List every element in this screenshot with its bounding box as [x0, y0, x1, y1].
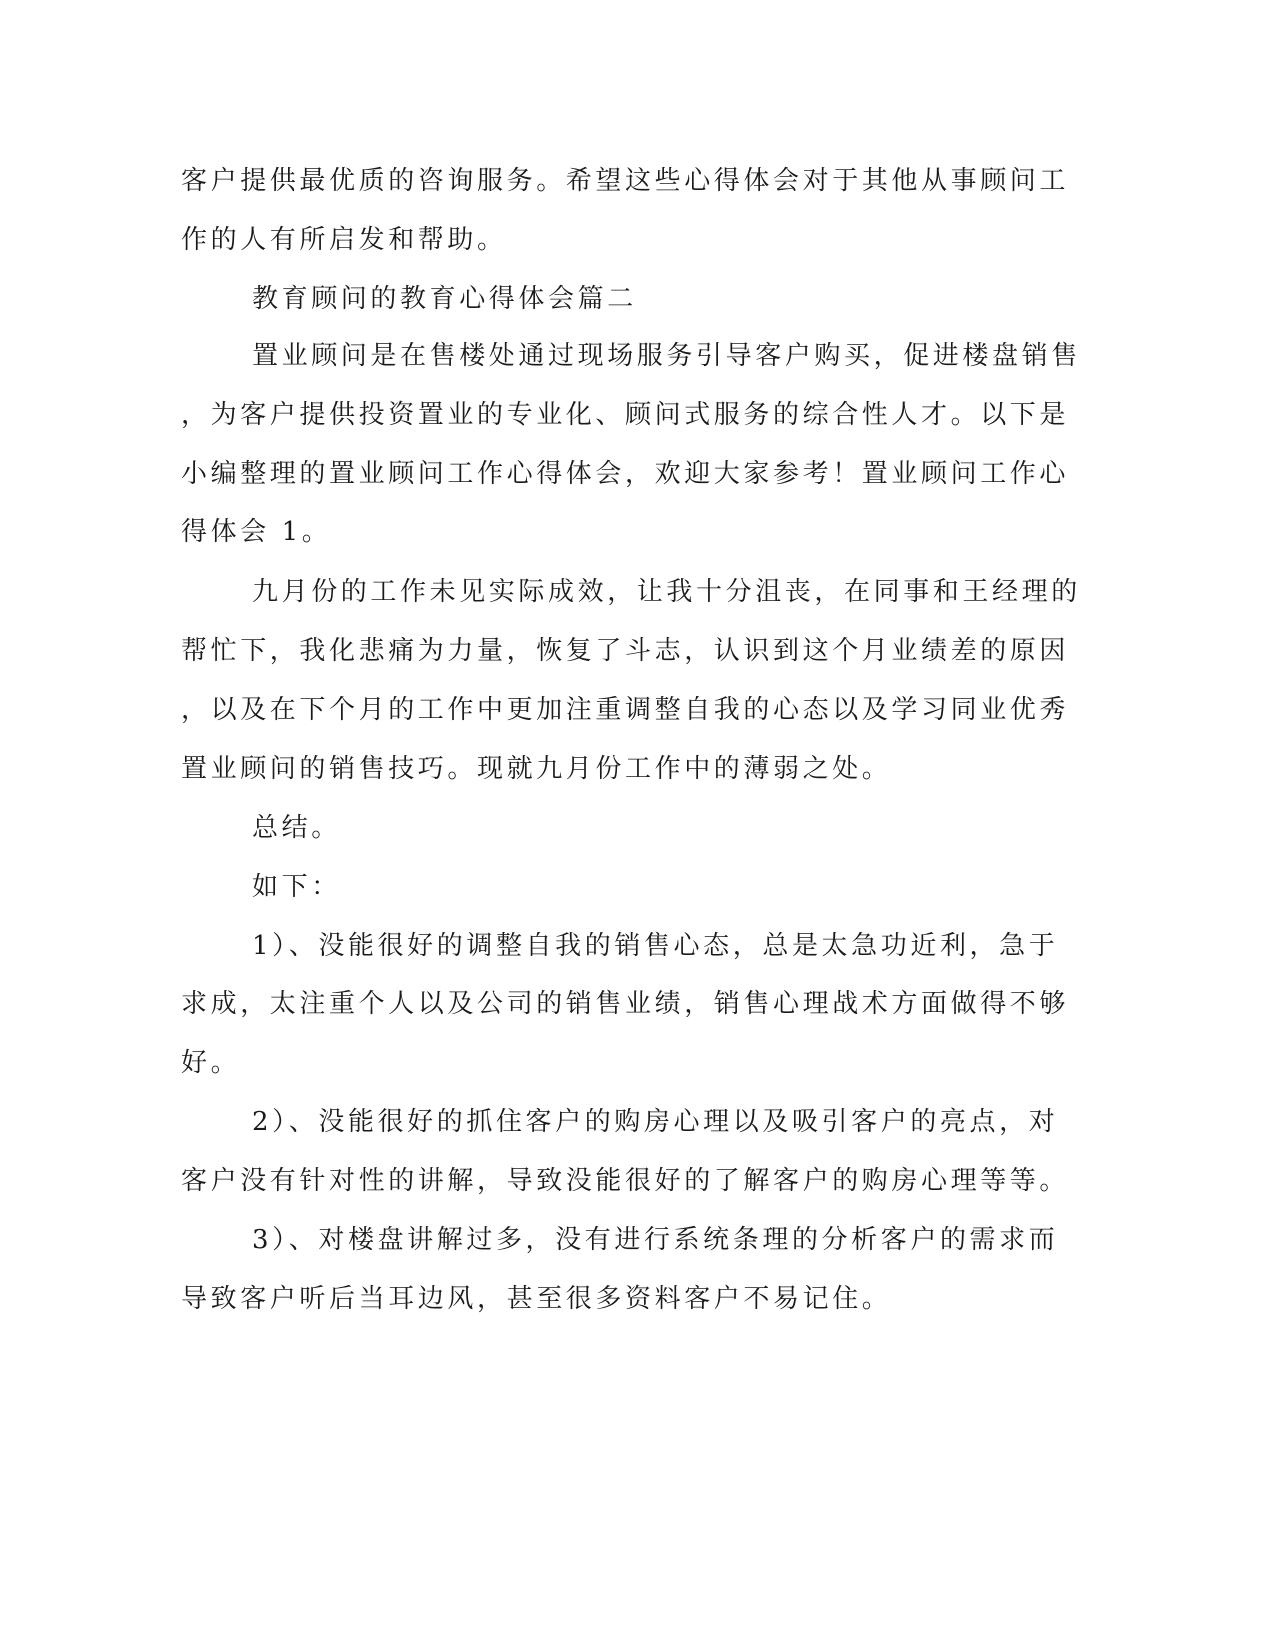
text-line: 好。 [181, 1048, 241, 1078]
text-line: ，为客户提供投资置业的专业化、顾问式服务的综合性人才。以下是 [181, 400, 1070, 430]
text-line: 导致客户听后当耳边风，甚至很多资料客户不易记住。 [181, 1284, 892, 1314]
text-line: 小编整理的置业顾问工作心得体会，欢迎大家参考！置业顾问工作心 [181, 459, 1070, 489]
text-line: 九月份的工作未见实际成效，让我十分沮丧，在同事和王经理的 [252, 577, 1081, 607]
text-line: 1）、没能很好的调整自我的销售心态，总是太急功近利，急于 [252, 931, 1059, 961]
text-line: 总结。 [252, 813, 341, 843]
text-line: 置业顾问的销售技巧。现就九月份工作中的薄弱之处。 [181, 754, 892, 784]
text-line: 如下： [252, 872, 341, 902]
text-line: 3）、对楼盘讲解过多，没有进行系统条理的分析客户的需求而 [252, 1225, 1059, 1255]
text-line: 得体会 1。 [181, 517, 332, 547]
text-line: 作的人有所启发和帮助。 [181, 225, 507, 255]
text-line: ，以及在下个月的工作中更加注重调整自我的心态以及学习同业优秀 [181, 695, 1070, 725]
text-line: 置业顾问是在售楼处通过现场服务引导客户购买，促进楼盘销售 [252, 341, 1081, 371]
section-heading: 教育顾问的教育心得体会篇二 [252, 284, 637, 314]
text-line: 客户提供最优质的咨询服务。希望这些心得体会对于其他从事顾问工 [181, 166, 1070, 196]
text-line: 2）、没能很好的抓住客户的购房心理以及吸引客户的亮点，对 [252, 1107, 1059, 1137]
text-line: 求成，太注重个人以及公司的销售业绩，销售心理战术方面做得不够 [181, 989, 1070, 1019]
text-line: 客户没有针对性的讲解，导致没能很好的了解客户的购房心理等等。 [181, 1166, 1070, 1196]
text-line: 帮忙下，我化悲痛为力量，恢复了斗志，认识到这个月业绩差的原因 [181, 636, 1070, 666]
